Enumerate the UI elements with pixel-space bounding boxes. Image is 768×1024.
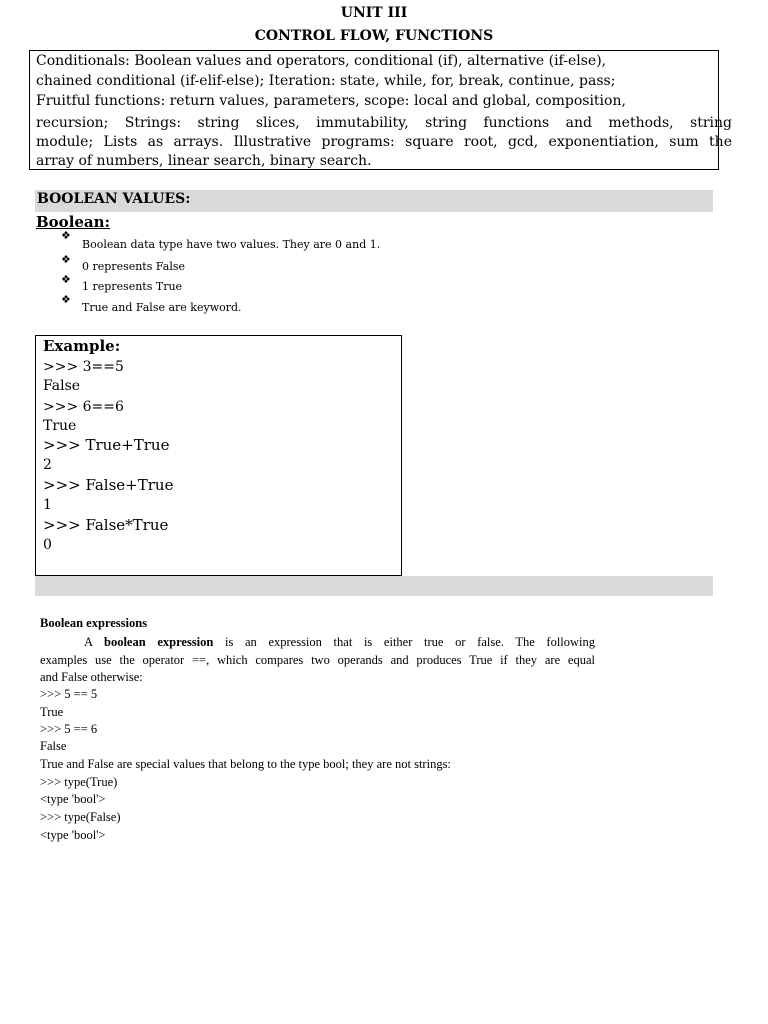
bullet-item: 0 represents False xyxy=(82,260,185,273)
syllabus-line: Fruitful functions: return values, parameters, scope: local and global, composition, xyxy=(36,93,626,109)
unit-title: UNIT III xyxy=(340,5,408,21)
syllabus-line: recursion; Strings: string slices, immutability, string functions and methods, string xyxy=(36,115,732,131)
divider-band xyxy=(35,576,713,596)
code-line: <type 'bool'> xyxy=(40,828,106,842)
section-heading: BOOLEAN VALUES: xyxy=(37,191,191,207)
code-line: >>> type(True) xyxy=(40,775,118,789)
bullet-item: Boolean data type have two values. They are 0 and 1. xyxy=(82,238,381,251)
example-line: >>> 3==5 xyxy=(43,359,124,375)
example-line: True xyxy=(43,418,77,434)
code-line: <type 'bool'> xyxy=(40,792,106,806)
diamond-bullet-icon: ❖ xyxy=(61,229,71,242)
example-title: Example: xyxy=(43,337,121,355)
syllabus-line: module; Lists as arrays. Illustrative programs: square root, gcd, exponentiation, sum the xyxy=(36,134,732,150)
subheading-boolean: Boolean: xyxy=(36,213,111,231)
code-line: >>> 5 == 6 xyxy=(40,722,98,736)
para-prefix: A xyxy=(84,635,104,649)
code-line: True xyxy=(40,705,64,719)
diamond-bullet-icon: ❖ xyxy=(61,293,71,306)
page-title: CONTROL FLOW, FUNCTIONS xyxy=(254,28,494,44)
boolean-expressions-paragraph-line xyxy=(40,634,595,651)
para-rest: is an expression that is either true or false. The following xyxy=(213,635,595,649)
boolean-expressions-paragraph-line: and False otherwise: xyxy=(40,670,143,684)
syllabus-line: array of numbers, linear search, binary search. xyxy=(36,153,372,169)
bullet-item: 1 represents True xyxy=(82,280,183,293)
example-line: 0 xyxy=(43,537,52,553)
example-line: >>> False+True xyxy=(43,476,174,494)
example-line: 1 xyxy=(43,497,52,513)
example-line: >>> False*True xyxy=(43,516,169,534)
bullet-item: True and False are keyword. xyxy=(82,301,242,314)
diamond-bullet-icon: ❖ xyxy=(61,273,71,286)
syllabus-line: Conditionals: Boolean values and operators, conditional (if), alternative (if-else), xyxy=(36,53,607,69)
example-line: False xyxy=(43,378,81,394)
boolean-expressions-paragraph-line: examples use the operator ==, which compares two operands and produces True if they are equal xyxy=(40,653,595,667)
diamond-bullet-icon: ❖ xyxy=(61,253,71,266)
boolean-expressions-title: Boolean expressions xyxy=(40,616,148,630)
code-line: False xyxy=(40,739,67,753)
example-line: >>> True+True xyxy=(43,436,170,454)
example-line: >>> 6==6 xyxy=(43,399,124,415)
syllabus-line: chained conditional (if-elif-else); Iteration: state, while, for, break, continue, pass; xyxy=(36,73,616,89)
code-line: >>> 5 == 5 xyxy=(40,687,98,701)
boolean-expression-term: boolean expression xyxy=(104,635,214,649)
example-line: 2 xyxy=(43,457,52,473)
code-line: >>> type(False) xyxy=(40,810,121,824)
code-line: True and False are special values that belong to the type bool; they are not strings: xyxy=(40,757,451,771)
